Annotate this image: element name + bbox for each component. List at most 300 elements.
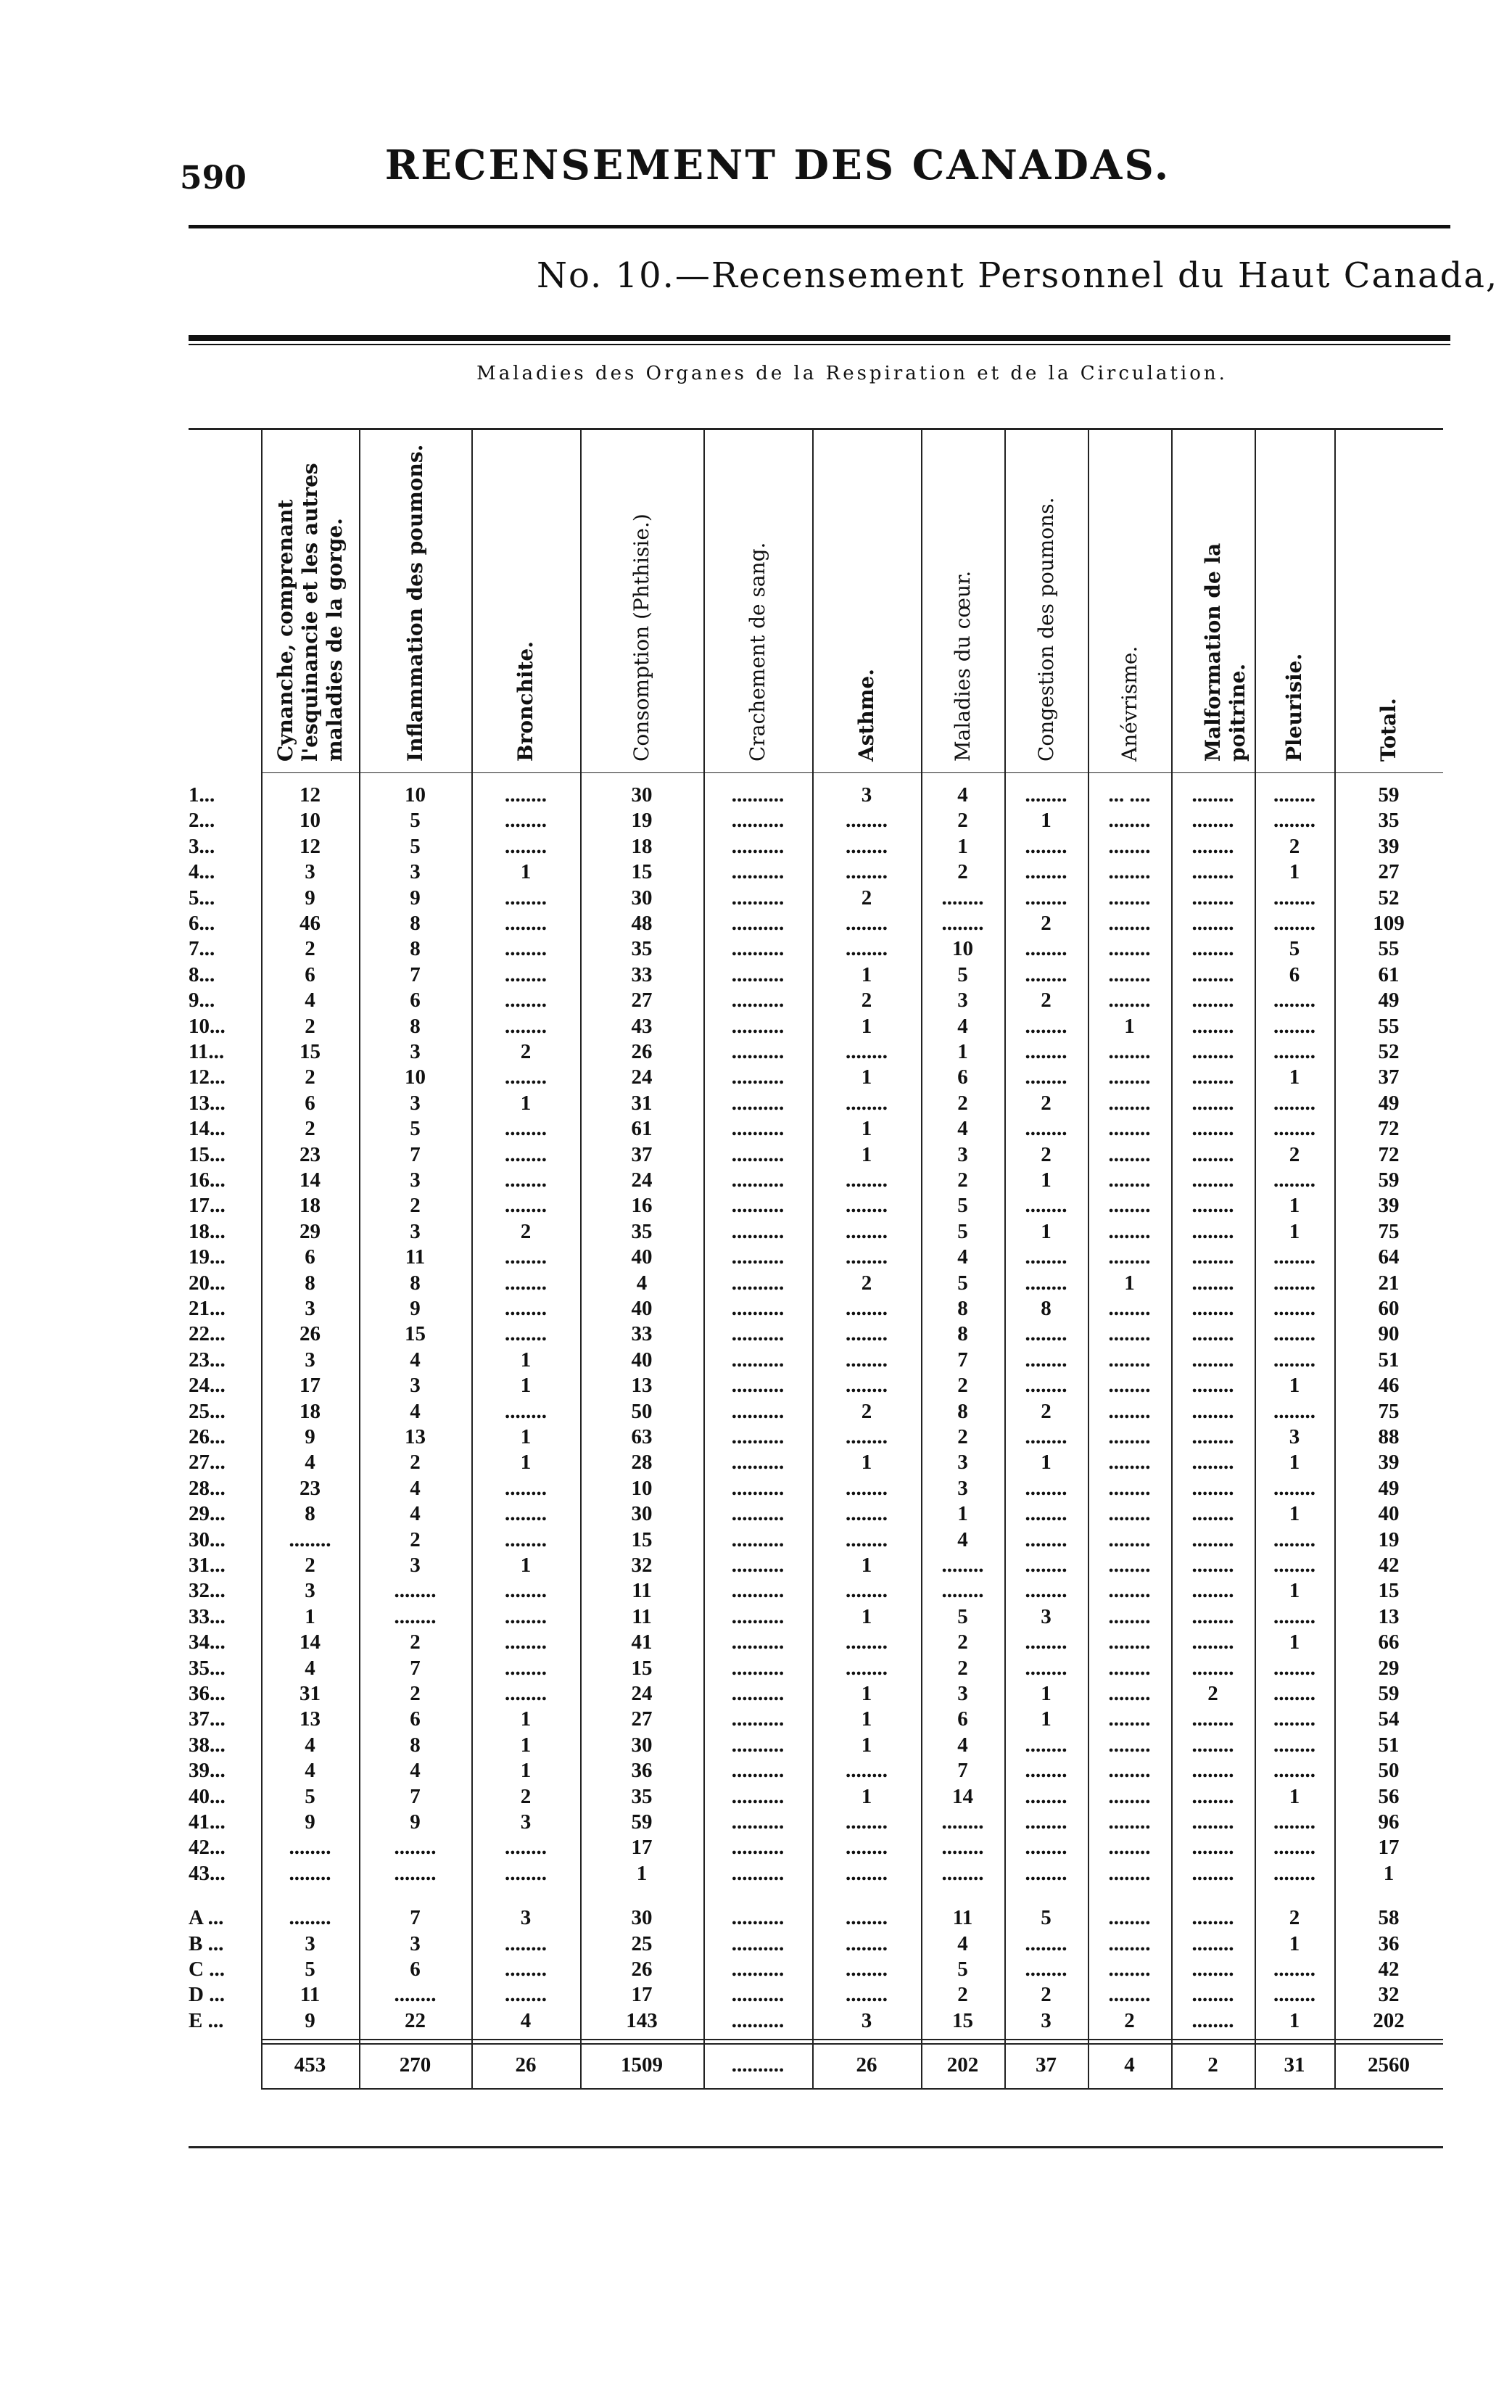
table-cell: ........ — [1025, 834, 1067, 858]
row-label: 40... — [189, 1784, 226, 1808]
table-cell: 1 — [1289, 1630, 1300, 1654]
table-cell: 4 — [410, 1348, 421, 1372]
table-cell: ........ — [1025, 886, 1067, 910]
table-cell: ........ — [1191, 1958, 1234, 1981]
table-cell: 15 — [952, 2008, 973, 2032]
table-cell: 4 — [305, 1451, 315, 1475]
table-cell: 18 — [299, 1399, 321, 1423]
table-cell: ........ — [1191, 783, 1234, 807]
table-cell: 13 — [405, 1425, 426, 1448]
table-cell: ........ — [1191, 1399, 1234, 1423]
table-cell: ........ — [1025, 1348, 1067, 1372]
table-cell: ........ — [941, 1836, 984, 1860]
total-cell: 31 — [1284, 2053, 1305, 2077]
table-cell: ........ — [1191, 886, 1234, 910]
table-cell: 4 — [305, 1759, 315, 1783]
table-cell: 3 — [861, 783, 872, 807]
row-label: 7... — [189, 937, 215, 961]
table-cell: 109 — [1373, 912, 1405, 935]
table-cell: ........ — [505, 1861, 547, 1885]
table-cell: ........ — [1025, 1374, 1067, 1398]
table-cell: ... .... — [1108, 783, 1151, 807]
table-cell: 2 — [957, 860, 968, 884]
table-cell: ........ — [941, 1861, 984, 1885]
table-cell: .......... — [731, 1168, 785, 1192]
row-label: 22... — [189, 1322, 226, 1346]
table-cell: 42 — [1378, 1554, 1400, 1577]
table-cell: ........ — [1273, 1271, 1315, 1295]
table-cell: 4 — [410, 1476, 421, 1500]
table-cell: ........ — [1025, 1271, 1067, 1295]
table-cell: ........ — [1025, 1194, 1067, 1218]
table-cell: .......... — [731, 860, 785, 884]
table-cell: 5 — [410, 1117, 421, 1141]
table-title: No. 10.—Recensement Personnel du Haut Canada, — [537, 255, 1499, 296]
table-cell: 3 — [520, 1810, 532, 1834]
table-cell: ........ — [846, 1759, 888, 1783]
table-cell: 8 — [410, 912, 421, 935]
table-cell: ........ — [1025, 1836, 1067, 1860]
table-cell: ........ — [846, 1958, 888, 1981]
row-label: 25... — [189, 1399, 226, 1423]
table-cell: 4 — [410, 1759, 421, 1783]
table-cell: ........ — [1191, 1630, 1234, 1654]
row-label: 42... — [189, 1836, 226, 1860]
table-cell: 3 — [305, 1579, 315, 1603]
table-cell: 1 — [520, 1091, 532, 1115]
table-cell: 9 — [305, 2008, 315, 2032]
table-cell: 1 — [861, 1142, 872, 1166]
table-cell: 32 — [631, 1554, 653, 1577]
table-cell: 17 — [299, 1374, 321, 1398]
table-cell: 2 — [1041, 989, 1052, 1013]
table-cell: ........ — [1108, 1425, 1151, 1448]
table-cell: 1 — [861, 1065, 872, 1089]
column-header: Malformation de la poitrine. — [1200, 543, 1249, 762]
table-cell: 41 — [631, 1630, 653, 1654]
table-cell: ........ — [1025, 1579, 1067, 1603]
table-cell: ........ — [505, 1502, 547, 1526]
table-cell: ........ — [1191, 1348, 1234, 1372]
table-cell: ........ — [846, 1502, 888, 1526]
table-cell: 5 — [410, 834, 421, 858]
table-cell: 40 — [631, 1348, 653, 1372]
table-cell: ........ — [1025, 1014, 1067, 1038]
table-cell: ........ — [1191, 1836, 1234, 1860]
table-cell: 30 — [631, 1906, 653, 1930]
table-cell: .......... — [731, 1476, 785, 1500]
table-cell: ........ — [1108, 1374, 1151, 1398]
table-cell: ........ — [1025, 1733, 1067, 1757]
table-cell: 72 — [1378, 1117, 1400, 1141]
table-cell: 4 — [305, 989, 315, 1013]
row-label: 24... — [189, 1374, 226, 1398]
table-cell: 1 — [520, 860, 532, 884]
table-cell: ........ — [1273, 1983, 1315, 2007]
table-cell: 1 — [520, 1348, 532, 1372]
table-cell: ........ — [505, 834, 547, 858]
table-cell: ........ — [505, 1682, 547, 1705]
table-cell: 1 — [957, 834, 968, 858]
row-label: 35... — [189, 1656, 226, 1680]
column-rule — [1088, 428, 1089, 2088]
table-cell: ........ — [1191, 1604, 1234, 1628]
table-cell: 16 — [631, 1194, 653, 1218]
table-cell: 2 — [1289, 1906, 1300, 1930]
table-cell: 64 — [1378, 1245, 1400, 1269]
table-cell: 12 — [299, 783, 321, 807]
table-cell: 25 — [631, 1931, 653, 1955]
total-cell: 26 — [856, 2053, 877, 2077]
table-cell: .......... — [731, 1861, 785, 1885]
table-cell: ........ — [1191, 1219, 1234, 1243]
table-cell: 3 — [410, 860, 421, 884]
table-cell: 2 — [957, 1374, 968, 1398]
table-cell: 3 — [410, 1554, 421, 1577]
table-cell: 1 — [520, 1451, 532, 1475]
table-cell: 3 — [410, 1168, 421, 1192]
table-cell: ........ — [1108, 1630, 1151, 1654]
table-cell: ........ — [846, 1527, 888, 1551]
table-cell: ........ — [1191, 1502, 1234, 1526]
table-cell: 1 — [1289, 1065, 1300, 1089]
table-cell: 2 — [520, 1784, 532, 1808]
column-rule — [1171, 428, 1173, 2088]
table-cell: ........ — [1108, 1682, 1151, 1705]
table-cell: .......... — [731, 937, 785, 961]
column-rule — [261, 428, 263, 2088]
table-cell: ........ — [1191, 1784, 1234, 1808]
table-cell: 31 — [299, 1682, 321, 1705]
table-cell: 75 — [1378, 1219, 1400, 1243]
table-cell: .......... — [731, 2008, 785, 2032]
table-cell: ........ — [846, 1168, 888, 1192]
table-cell: 59 — [1378, 1168, 1400, 1192]
table-cell: .......... — [731, 1931, 785, 1955]
table-cell: 4 — [957, 1245, 968, 1269]
table-cell: 46 — [299, 912, 321, 935]
table-cell: .......... — [731, 1656, 785, 1680]
table-cell: ........ — [1108, 962, 1151, 986]
table-cell: ........ — [1191, 809, 1234, 833]
table-cell: ........ — [505, 1958, 547, 1981]
row-label: 8... — [189, 962, 215, 986]
table-cell: 2 — [957, 1630, 968, 1654]
table-cell: 2 — [861, 1399, 872, 1423]
table-cell: 1 — [520, 1759, 532, 1783]
table-cell: 18 — [631, 834, 653, 858]
column-header: Asthme. — [854, 669, 878, 762]
table-cell: 3 — [410, 1091, 421, 1115]
table-cell: .......... — [731, 1065, 785, 1089]
table-cell: 49 — [1378, 1476, 1400, 1500]
table-cell: ........ — [505, 1142, 547, 1166]
table-cell: 1 — [1289, 1502, 1300, 1526]
table-cell: 19 — [631, 809, 653, 833]
table-cell: ........ — [1191, 1425, 1234, 1448]
table-cell: .......... — [731, 886, 785, 910]
table-cell: ........ — [846, 1245, 888, 1269]
table-cell: 1 — [1041, 1682, 1052, 1705]
table-cell: 5 — [1041, 1906, 1052, 1930]
table-cell: ........ — [1273, 1861, 1315, 1885]
total-cell: 2560 — [1368, 2053, 1410, 2077]
table-cell: ........ — [1108, 834, 1151, 858]
table-cell: 29 — [1378, 1656, 1400, 1680]
table-cell: ........ — [1191, 1983, 1234, 2007]
table-cell: 1 — [957, 1502, 968, 1526]
row-label: 23... — [189, 1348, 226, 1372]
table-cell: ........ — [1273, 1759, 1315, 1783]
table-cell: 55 — [1378, 1014, 1400, 1038]
table-cell: 54 — [1378, 1707, 1400, 1731]
table-cell: 2 — [957, 809, 968, 833]
table-cell: ........ — [846, 1906, 888, 1930]
table-cell: 8 — [410, 1271, 421, 1295]
table-cell: .......... — [731, 1733, 785, 1757]
table-cell: 2 — [861, 1271, 872, 1295]
table-cell: 1 — [1289, 2008, 1300, 2032]
table-cell: ........ — [846, 1579, 888, 1603]
table-cell: ........ — [846, 834, 888, 858]
table-cell: ........ — [1108, 1931, 1151, 1955]
table-cell: ........ — [1108, 1906, 1151, 1930]
table-cell: ........ — [846, 1322, 888, 1346]
table-cell: 2 — [410, 1527, 421, 1551]
row-label: 2... — [189, 809, 215, 833]
table-cell: 1 — [861, 1451, 872, 1475]
table-cell: ........ — [846, 1219, 888, 1243]
table-cell: ........ — [1273, 783, 1315, 807]
table-cell: ........ — [1191, 2008, 1234, 2032]
column-rule — [921, 428, 922, 2088]
table-cell: .......... — [731, 1502, 785, 1526]
table-cell: 42 — [1378, 1958, 1400, 1981]
table-cell: 12 — [299, 834, 321, 858]
table-cell: ........ — [1191, 1271, 1234, 1295]
table-cell: 30 — [631, 1733, 653, 1757]
table-cell: 15 — [299, 1040, 321, 1063]
table-cell: 3 — [410, 1040, 421, 1063]
row-label: 28... — [189, 1476, 226, 1500]
table-cell: ........ — [1108, 937, 1151, 961]
table-cell: 3 — [1041, 2008, 1052, 2032]
row-label: 33... — [189, 1604, 226, 1628]
table-cell: 2 — [1041, 1091, 1052, 1115]
table-cell: ........ — [1025, 1784, 1067, 1808]
table-cell: ........ — [846, 1476, 888, 1500]
table-cell: 35 — [631, 937, 653, 961]
table-cell: 1 — [1383, 1861, 1395, 1885]
table-cell: 2 — [410, 1682, 421, 1705]
column-header: Bronchite. — [513, 641, 537, 762]
table-cell: 1 — [1041, 1451, 1052, 1475]
table-cell: 35 — [631, 1219, 653, 1243]
table-cell: ........ — [941, 912, 984, 935]
column-header: Inflammation des poumons. — [402, 444, 427, 762]
table-cell: 1 — [520, 1374, 532, 1398]
table-cell: 3 — [520, 1906, 532, 1930]
table-cell: 61 — [1378, 962, 1400, 986]
table-cell: 7 — [410, 1784, 421, 1808]
table-cell: 2 — [520, 1040, 532, 1063]
table-cell: 1 — [861, 962, 872, 986]
table-cell: 2 — [1289, 834, 1300, 858]
table-cell: ........ — [1191, 860, 1234, 884]
table-cell: ........ — [1108, 1733, 1151, 1757]
table-cell: 30 — [631, 886, 653, 910]
table-cell: 1 — [861, 1707, 872, 1731]
table-cell: 7 — [957, 1348, 968, 1372]
table-cell: ........ — [1273, 1245, 1315, 1269]
table-cell: 1 — [1289, 1194, 1300, 1218]
table-cell: ........ — [1273, 1682, 1315, 1705]
table-cell: 3 — [410, 1374, 421, 1398]
table-cell: 5 — [305, 1958, 315, 1981]
row-label: 12... — [189, 1065, 226, 1089]
table-cell: ........ — [846, 937, 888, 961]
table-cell: 8 — [410, 1733, 421, 1757]
table-cell: ........ — [505, 1983, 547, 2007]
table-cell: ........ — [846, 1810, 888, 1834]
table-cell: 1 — [520, 1425, 532, 1448]
table-cell: .......... — [731, 912, 785, 935]
table-cell: ........ — [1273, 809, 1315, 833]
table-cell: ........ — [1273, 1836, 1315, 1860]
table-cell: ........ — [1025, 1554, 1067, 1577]
table-cell: ........ — [1191, 1014, 1234, 1038]
table-cell: ........ — [394, 1579, 437, 1603]
table-cell: ........ — [1273, 1958, 1315, 1981]
table-cell: ........ — [1191, 1297, 1234, 1320]
table-cell: 1 — [861, 1014, 872, 1038]
table-cell: ........ — [1191, 1759, 1234, 1783]
table-cell: ........ — [289, 1527, 331, 1551]
table-cell: ........ — [1108, 1502, 1151, 1526]
table-cell: .......... — [731, 1142, 785, 1166]
row-label: 39... — [189, 1759, 226, 1783]
table-cell: ........ — [846, 1931, 888, 1955]
table-cell: 15 — [631, 860, 653, 884]
table-cell: 10 — [405, 1065, 426, 1089]
table-cell: ........ — [505, 1399, 547, 1423]
table-cell: .......... — [731, 989, 785, 1013]
table-cell: 4 — [520, 2008, 532, 2032]
row-label: 9... — [189, 989, 215, 1013]
table-cell: 6 — [410, 1958, 421, 1981]
table-cell: ........ — [1273, 1604, 1315, 1628]
table-cell: .......... — [731, 1682, 785, 1705]
table-cell: ........ — [1108, 886, 1151, 910]
table-cell: 4 — [957, 1931, 968, 1955]
table-cell: 23 — [299, 1476, 321, 1500]
row-label: 30... — [189, 1527, 226, 1551]
table-cell: ........ — [1191, 1554, 1234, 1577]
row-label: 3... — [189, 834, 215, 858]
table-cell: 1 — [861, 1682, 872, 1705]
table-cell: 1 — [1041, 809, 1052, 833]
table-cell: 3 — [957, 989, 968, 1013]
table-cell: ........ — [1025, 1656, 1067, 1680]
table-cell: 17 — [631, 1836, 653, 1860]
table-cell: .......... — [731, 1245, 785, 1269]
row-label: 32... — [189, 1579, 226, 1603]
row-label: E ... — [189, 2008, 224, 2032]
column-header: Cynanche, comprenant l'esquinancie et les autres maladies de la gorge. — [273, 463, 347, 762]
table-cell: ........ — [1191, 1245, 1234, 1269]
table-cell: 33 — [631, 962, 653, 986]
table-cell: ........ — [1191, 1707, 1234, 1731]
table-cell: 6 — [1289, 962, 1300, 986]
column-rule — [471, 428, 473, 2088]
table-cell: ........ — [1273, 1091, 1315, 1115]
table-cell: ........ — [1191, 1168, 1234, 1192]
table-cell: 10 — [631, 1476, 653, 1500]
table-cell: 46 — [1378, 1374, 1400, 1398]
table-cell: .......... — [731, 1219, 785, 1243]
total-cell: 2 — [1207, 2053, 1218, 2077]
column-header: Congestion des poumons. — [1033, 497, 1058, 762]
table-cell: ........ — [505, 1245, 547, 1269]
table-cell: ........ — [846, 1630, 888, 1654]
table-cell: 14 — [299, 1630, 321, 1654]
table-cell: ........ — [1108, 1194, 1151, 1218]
row-label: 21... — [189, 1297, 226, 1320]
table-cell: 7 — [410, 1142, 421, 1166]
table-cell: 8 — [957, 1297, 968, 1320]
table-cell: 55 — [1378, 937, 1400, 961]
column-rule — [1004, 428, 1006, 2088]
table-cell: 2 — [305, 937, 315, 961]
table-cell: .......... — [731, 1271, 785, 1295]
table-cell: ........ — [941, 1579, 984, 1603]
table-cell: 43 — [631, 1014, 653, 1038]
table-cell: 8 — [305, 1271, 315, 1295]
table-cell: 50 — [1378, 1759, 1400, 1783]
table-cell: ........ — [846, 1836, 888, 1860]
row-label: 4... — [189, 860, 215, 884]
row-label: 5... — [189, 886, 215, 910]
page-number: 590 — [180, 160, 247, 197]
table-cell: 1 — [1124, 1271, 1135, 1295]
table-cell: 2 — [410, 1194, 421, 1218]
table-cell: ........ — [394, 1604, 437, 1628]
row-label: 43... — [189, 1861, 226, 1885]
table-cell: .......... — [731, 1906, 785, 1930]
table-cell: 1 — [861, 1117, 872, 1141]
table-cell: ........ — [505, 1836, 547, 1860]
table-cell: 4 — [957, 1527, 968, 1551]
table-cell: 2 — [1207, 1682, 1218, 1705]
table-cell: .......... — [731, 1554, 785, 1577]
column-header: Anévrisme. — [1117, 646, 1141, 762]
row-label: D ... — [189, 1983, 225, 2007]
table-cell: ........ — [1273, 1656, 1315, 1680]
table-cell: ........ — [1108, 1476, 1151, 1500]
table-cell: 4 — [410, 1399, 421, 1423]
table-cell: ........ — [505, 1604, 547, 1628]
table-cell: 143 — [626, 2008, 658, 2032]
table-cell: 35 — [631, 1784, 653, 1808]
table-cell: ........ — [1025, 1502, 1067, 1526]
table-cell: 2 — [305, 1065, 315, 1089]
column-header: Pleurisie. — [1282, 653, 1306, 762]
row-label: 17... — [189, 1194, 226, 1218]
table-cell: ........ — [1108, 1983, 1151, 2007]
table-cell: ........ — [394, 1836, 437, 1860]
table-cell: ........ — [846, 1983, 888, 2007]
row-label: 13... — [189, 1091, 226, 1115]
